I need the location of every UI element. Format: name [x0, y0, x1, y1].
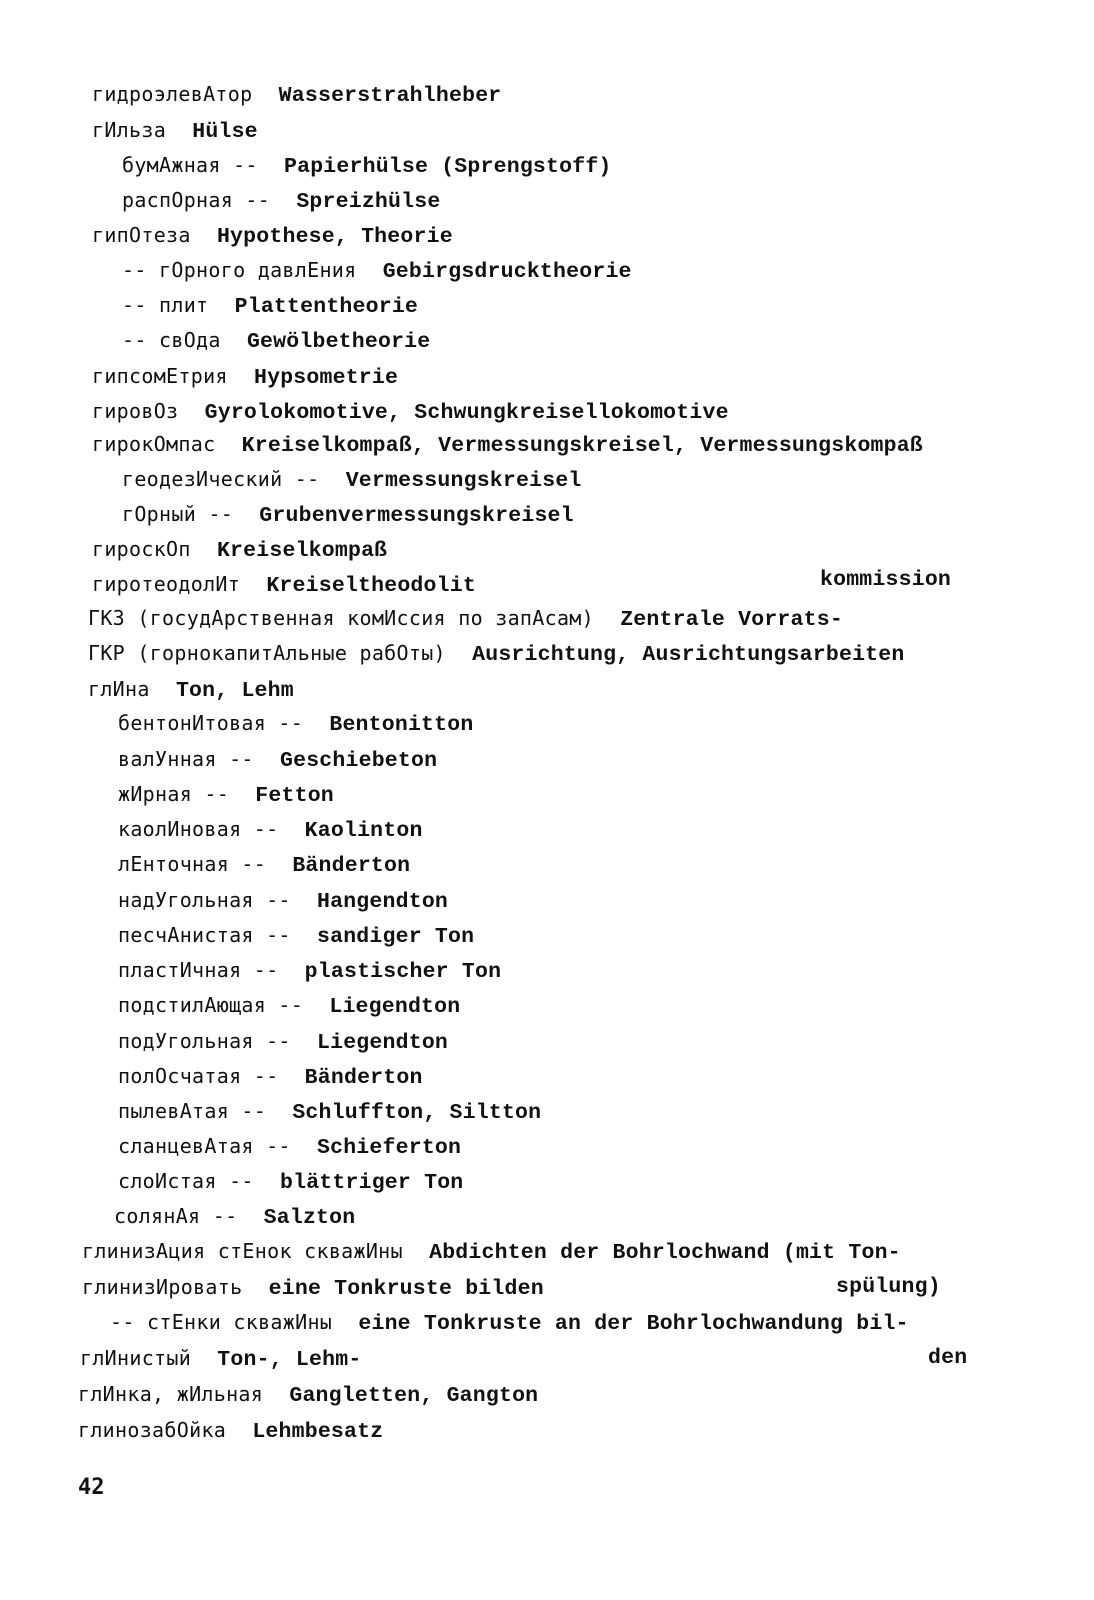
entry-russian: полОсчатая --: [118, 1064, 279, 1088]
entry-russian: глинизАция стЕнок скважИны: [82, 1239, 403, 1263]
entry-german: Hangendton: [317, 890, 449, 914]
entry-german: Bänderton: [304, 1066, 423, 1090]
entry-german: Liegendton: [329, 995, 461, 1019]
entry-line: [122, 151, 612, 181]
entry-line: [118, 1097, 541, 1127]
entry-line: [118, 1062, 423, 1092]
entry-russian: гОрный --: [122, 502, 234, 526]
entry-line: [110, 1308, 909, 1338]
entry-russian: -- стЕнки скважИны: [110, 1310, 333, 1334]
entry-russian: глинозабОйка: [78, 1418, 227, 1442]
entry-german: Gebirgsdrucktheorie: [382, 260, 632, 284]
entry-line: [88, 675, 294, 705]
entry-russian: глИнка, жИльная: [78, 1382, 264, 1406]
entry-line: [92, 430, 923, 460]
entry-russian: бентонИтовая --: [118, 711, 304, 735]
entry-russian: гироскОп: [92, 537, 191, 561]
entry-german: Ton, Lehm: [175, 679, 294, 703]
entry-line: [88, 639, 904, 669]
entry-russian: -- свОда: [122, 328, 221, 352]
entry-russian: подУгольная --: [118, 1029, 291, 1053]
entry-german: Schieferton: [317, 1136, 462, 1160]
entry-russian: песчАнистая --: [118, 923, 291, 947]
entry-german: Kreiselkompaß, Vermessungskreisel, Vermessungskompaß: [241, 434, 923, 458]
wrapped-continuation: den: [928, 1346, 968, 1370]
entry-russian: жИрная --: [118, 782, 230, 806]
entry-line: [92, 116, 258, 146]
entry-russian: гировОз: [92, 399, 179, 423]
entry-german: sandiger Ton: [317, 925, 475, 949]
entry-russian: глинизИровать: [82, 1275, 243, 1299]
entry-line: [118, 1132, 461, 1162]
entry-german: Bänderton: [292, 854, 411, 878]
entry-line: [118, 815, 423, 845]
entry-german: Gangletten, Gangton: [289, 1384, 539, 1408]
wrapped-continuation: spülung): [836, 1275, 941, 1299]
entry-german: blättriger Ton: [279, 1171, 464, 1195]
wrapped-continuation: kommission: [820, 568, 952, 592]
entry-russian: бумАжная --: [122, 153, 258, 177]
entry-german: Liegendton: [317, 1031, 449, 1055]
entry-german: Lehmbesatz: [252, 1420, 384, 1444]
entry-german: Schluffton, Siltton: [292, 1101, 542, 1125]
entry-line: [92, 570, 476, 600]
entry-german: Spreizhülse: [296, 190, 441, 214]
entry-russian: пылевАтая --: [118, 1099, 267, 1123]
entry-german: Bentonitton: [329, 713, 474, 737]
entry-line: [92, 362, 398, 392]
entry-line: [118, 886, 448, 916]
entry-line: [118, 745, 437, 775]
entry-russian: сланцевАтая --: [118, 1134, 291, 1158]
entry-german: Plattentheorie: [234, 295, 419, 319]
entry-russian: гирокОмпас: [92, 432, 216, 456]
entry-line: [122, 291, 418, 321]
entry-line: [118, 780, 334, 810]
entry-line: [118, 921, 474, 951]
entry-russian: распОрная --: [122, 188, 271, 212]
entry-german: Abdichten der Bohrlochwand (mit Ton-: [429, 1241, 901, 1265]
entry-german: Kaolinton: [304, 819, 423, 843]
entry-russian: гидроэлевАтор: [92, 82, 253, 106]
entry-line: [114, 1202, 355, 1232]
entry-line: [118, 991, 460, 1021]
entry-russian: гИльза: [92, 118, 167, 142]
entry-line: [118, 1167, 463, 1197]
entry-russian: лЕнточная --: [118, 852, 267, 876]
entry-german: Geschiebeton: [279, 749, 438, 773]
entry-russian: геодезИческий --: [122, 467, 320, 491]
entry-line: [92, 80, 501, 110]
entry-german: Gewölbetheorie: [246, 330, 431, 354]
entry-russian: пластИчная --: [118, 958, 279, 982]
entry-line: [118, 850, 410, 880]
entry-german: eine Tonkruste an der Bohrlochwandung bil-: [358, 1312, 909, 1336]
entry-russian: каолИновая --: [118, 817, 279, 841]
entry-line: [78, 1416, 383, 1446]
entry-russian: солянАя --: [114, 1204, 238, 1228]
entry-russian: гипОтеза: [92, 223, 191, 247]
entry-line: [80, 1344, 361, 1374]
entry-line: [118, 1027, 448, 1057]
entry-german: Fetton: [255, 784, 334, 808]
entry-german: Salzton: [263, 1206, 356, 1230]
entry-german: Grubenvermessungskreisel: [259, 504, 574, 528]
entry-russian: глИнистый: [80, 1346, 192, 1370]
entry-line: [122, 186, 440, 216]
entry-german: Gyrolokomotive, Schwungkreisellokomotive: [204, 401, 729, 425]
entry-russian: -- плит: [122, 293, 209, 317]
entry-german: Ausrichtung, Ausrichtungsarbeiten: [472, 643, 905, 667]
entry-line: [122, 465, 582, 495]
entry-russian: глИна: [88, 677, 150, 701]
entry-russian: надУгольная --: [118, 888, 291, 912]
entry-line: [78, 1380, 538, 1410]
entry-german: Kreiseltheodolit: [266, 574, 476, 598]
entry-line: [82, 1273, 544, 1303]
entry-german: Ton-, Lehm-: [217, 1348, 362, 1372]
entry-russian: гиротеодолИт: [92, 572, 241, 596]
entry-line: [118, 956, 501, 986]
entry-russian: ГКЗ (госудАрственная комИссия по запАсам): [88, 606, 594, 630]
entry-russian: подстилАющая --: [118, 993, 304, 1017]
entry-line: [88, 604, 843, 634]
entry-russian: ГКР (горнокапитАльные рабОты): [88, 641, 446, 665]
entry-german: Wasserstrahlheber: [278, 84, 502, 108]
entry-german: Hülse: [192, 120, 258, 144]
entry-russian: -- гОрного давлЕния: [122, 258, 357, 282]
page-number: 42: [78, 1475, 105, 1500]
entry-russian: валУнная --: [118, 747, 254, 771]
entry-line: [92, 221, 453, 251]
entry-german: Papierhülse (Sprengstoff): [283, 155, 612, 179]
entry-german: plastischer Ton: [304, 960, 502, 984]
entry-line: [122, 256, 632, 286]
entry-german: Kreiselkompaß: [216, 539, 388, 563]
entry-russian: слоИстая --: [118, 1169, 254, 1193]
entry-line: [82, 1237, 901, 1267]
entry-german: eine Tonkruste bilden: [268, 1277, 544, 1301]
entry-russian: гипсомЕтрия: [92, 364, 228, 388]
entry-german: Zentrale Vorrats-: [620, 608, 843, 632]
entry-line: [92, 397, 729, 427]
entry-german: Hypothese, Theorie: [216, 225, 453, 249]
entry-german: Hypsometrie: [253, 366, 399, 390]
entry-line: [122, 326, 430, 356]
entry-german: Vermessungskreisel: [345, 469, 582, 493]
entry-line: [92, 535, 387, 565]
entry-line: [118, 709, 473, 739]
entry-line: [122, 500, 574, 530]
